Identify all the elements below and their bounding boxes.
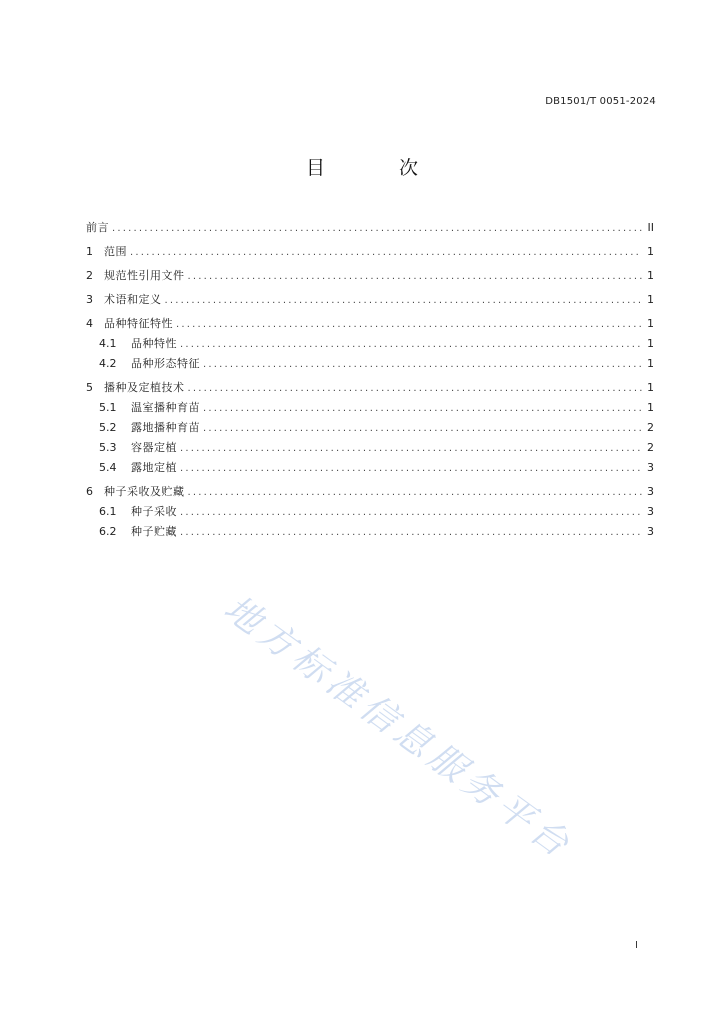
- toc-entry-number: 2: [86, 269, 93, 282]
- toc-entry-page: 2: [647, 421, 654, 434]
- toc-entry[interactable]: [86, 482, 654, 502]
- toc-entry-label: 温室播种育苗: [131, 401, 200, 414]
- toc-dot-leader: [180, 523, 642, 543]
- toc-entry-page: 1: [647, 245, 654, 258]
- toc-entry-number: 5: [86, 381, 93, 394]
- toc-dot-leader: [188, 379, 643, 399]
- toc-entry[interactable]: [86, 290, 654, 310]
- toc-entry-label: 品种形态特征: [131, 357, 200, 370]
- toc-entry-page: 3: [647, 485, 654, 498]
- toc-entry[interactable]: [86, 314, 654, 334]
- toc-dot-leader: [165, 291, 643, 311]
- toc-entry-label: 露地定植: [131, 461, 177, 474]
- toc-entry-number: 4: [86, 317, 93, 330]
- document-code: DB1501/T 0051-2024: [545, 96, 656, 107]
- toc-entry[interactable]: [86, 502, 654, 522]
- toc-entry-page: 3: [647, 525, 654, 538]
- toc-entry-page: 3: [647, 505, 654, 518]
- toc-entry[interactable]: [86, 354, 654, 374]
- toc-entry-number: 6.2: [99, 525, 117, 538]
- toc-entry[interactable]: [86, 458, 654, 478]
- toc-entry-number: 5.1: [99, 401, 117, 414]
- toc-entry-label: 前言: [86, 221, 109, 234]
- toc-dot-leader: [203, 419, 642, 439]
- toc-entry-label: 播种及定植技术: [104, 381, 185, 394]
- toc-entry-label: 品种特征特性: [104, 317, 173, 330]
- toc-entry-label: 品种特性: [131, 337, 177, 350]
- toc-entry-page: II: [647, 221, 654, 234]
- toc-dot-leader: [130, 243, 642, 263]
- toc-entry-label: 术语和定义: [104, 293, 162, 306]
- toc-entry-number: 6.1: [99, 505, 117, 518]
- page-number: I: [635, 940, 638, 951]
- toc-entry-page: 1: [647, 337, 654, 350]
- toc-dot-leader: [180, 439, 642, 459]
- toc-entry[interactable]: [86, 378, 654, 398]
- toc-entry-page: 2: [647, 441, 654, 454]
- toc-entry[interactable]: [86, 398, 654, 418]
- toc-dot-leader: [188, 483, 643, 503]
- toc-entry-label: 容器定植: [131, 441, 177, 454]
- table-of-contents: [86, 218, 654, 542]
- toc-dot-leader: [112, 219, 642, 239]
- toc-entry-number: 5.2: [99, 421, 117, 434]
- toc-entry-label: 露地播种育苗: [131, 421, 200, 434]
- toc-entry-number: 5.3: [99, 441, 117, 454]
- toc-entry-page: 1: [647, 293, 654, 306]
- toc-entry[interactable]: [86, 418, 654, 438]
- toc-entry[interactable]: [86, 218, 654, 238]
- toc-dot-leader: [188, 267, 643, 287]
- toc-entry-label: 种子贮藏: [131, 525, 177, 538]
- toc-entry-page: 1: [647, 401, 654, 414]
- toc-entry-page: 1: [647, 357, 654, 370]
- toc-entry-page: 1: [647, 269, 654, 282]
- toc-entry[interactable]: [86, 522, 654, 542]
- toc-dot-leader: [176, 315, 642, 335]
- toc-entry-page: 1: [647, 317, 654, 330]
- toc-entry[interactable]: [86, 438, 654, 458]
- toc-entry-number: 4.1: [99, 337, 117, 350]
- toc-dot-leader: [180, 503, 642, 523]
- toc-entry-page: 3: [647, 461, 654, 474]
- toc-entry-label: 种子采收及贮藏: [104, 485, 185, 498]
- toc-dot-leader: [203, 399, 642, 419]
- toc-title: 目 次: [305, 157, 453, 179]
- toc-entry[interactable]: [86, 334, 654, 354]
- toc-entry-number: 5.4: [99, 461, 117, 474]
- toc-entry-label: 种子采收: [131, 505, 177, 518]
- toc-entry-label: 范围: [104, 245, 127, 258]
- toc-entry-number: 3: [86, 293, 93, 306]
- toc-entry-label: 规范性引用文件: [104, 269, 185, 282]
- toc-dot-leader: [180, 459, 642, 479]
- toc-entry[interactable]: [86, 242, 654, 262]
- toc-entry-number: 6: [86, 485, 93, 498]
- toc-entry-number: 4.2: [99, 357, 117, 370]
- toc-dot-leader: [203, 355, 642, 375]
- toc-entry-number: 1: [86, 245, 93, 258]
- toc-entry-page: 1: [647, 381, 654, 394]
- watermark-text: 地方标准信息服务平台: [216, 587, 581, 868]
- toc-entry[interactable]: [86, 266, 654, 286]
- toc-dot-leader: [180, 335, 642, 355]
